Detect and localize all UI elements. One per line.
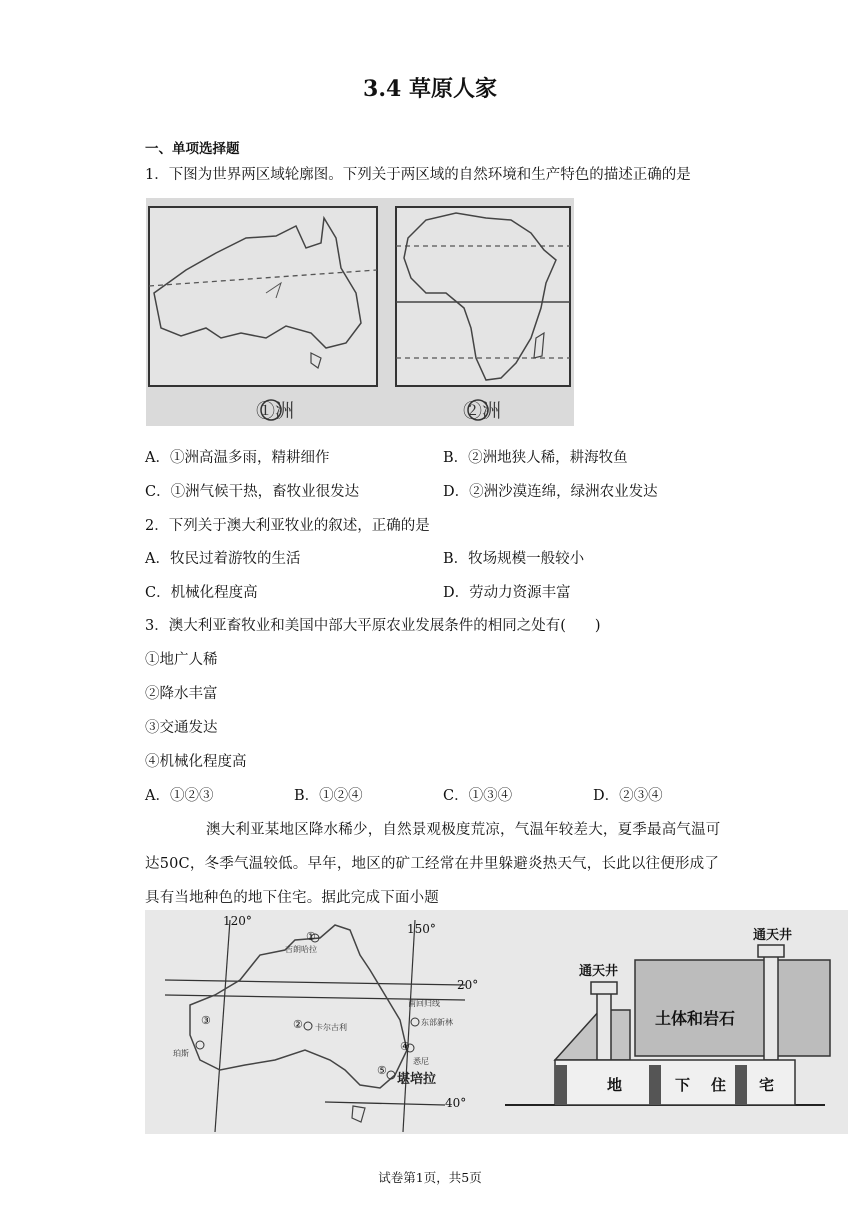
question-3-item: ②降水丰富	[145, 686, 218, 702]
house-label-char: 宅	[759, 1076, 775, 1094]
question-3-option-b: B．①②④	[294, 788, 363, 804]
question-1-stem: 1．下图为世界两区域轮廓图。下列关于两区域的自然环境和生产特色的描述正确的是	[145, 167, 691, 183]
question-2-option-d: D．劳动力资源丰富	[443, 585, 571, 601]
map-site-marker: ③	[201, 1014, 211, 1027]
question-3-option-a: A．①②③	[145, 788, 214, 804]
map-site-marker: ②	[293, 1018, 303, 1031]
figure-label-continent-1: ①洲	[256, 400, 295, 422]
passage-line: 澳大利亚某地区降水稀少，自然景观极度荒凉，气温年较差大，夏季最高气温可	[206, 822, 721, 838]
passage-line: 具有当地种色的地下住宅。据此完成下面小题	[145, 890, 439, 906]
question-1-option-b: B．②洲地狭人稀，耕海牧鱼	[443, 450, 628, 466]
house-label-char: 下	[675, 1076, 691, 1094]
vent-shaft-label: 通天井	[579, 964, 619, 979]
map-city-label: 吉朗哈拉	[285, 945, 317, 954]
house-label-char: 住	[711, 1076, 727, 1094]
page-title: 3.4 草原人家	[363, 76, 497, 102]
question-2-option-a: A．牧民过着游牧的生活	[145, 551, 301, 567]
map-city-label: 卡尔古利	[315, 1023, 347, 1032]
question-3-item: ④机械化程度高	[145, 754, 247, 770]
question-2-option-b: B．牧场规模一般较小	[443, 551, 585, 567]
question-3-stem: 3．澳大利亚畜牧业和美国中部大平原农业发展条件的相同之处有( )	[145, 618, 601, 634]
map-city-label: 悉尼	[413, 1057, 429, 1066]
map-site-marker: ⑤	[377, 1064, 387, 1077]
australia-map-svg	[145, 910, 848, 1134]
vent-shaft-label: 通天井	[753, 928, 793, 943]
page-footer: 试卷第1页，共5页	[378, 1170, 482, 1185]
soil-rock-label: 土体和岩石	[655, 1009, 736, 1028]
question-3-option-c: C．①③④	[443, 788, 513, 804]
question-3-item: ①地广人稀	[145, 652, 218, 668]
house-label-char: 地	[607, 1076, 623, 1094]
map-latitude-label: 20°	[457, 978, 479, 992]
question-2-stem: 2．下列关于澳大利亚牧业的叙述，正确的是	[145, 518, 430, 534]
question-3-item: ③交通发达	[145, 720, 218, 736]
map-city-label: 珀斯	[173, 1049, 189, 1058]
map-latitude-label: 40°	[445, 1096, 467, 1110]
map-tropic-label: 南回归线	[408, 999, 440, 1008]
australia-map-house-figure	[145, 910, 848, 1134]
map-longitude-label: 120°	[223, 914, 252, 928]
figure-label-continent-2: ②洲	[463, 400, 502, 422]
continent-outline-figure	[146, 198, 574, 426]
map-site-marker: ①	[306, 930, 316, 943]
map-city-label: 堪培拉	[397, 1072, 437, 1087]
question-1-option-a: A．①洲高温多雨，精耕细作	[145, 450, 330, 466]
question-2-option-c: C．机械化程度高	[145, 585, 258, 601]
question-1-option-d: D．②洲沙漠连绵，绿洲农业发达	[443, 484, 658, 500]
passage-line: 达50C，冬季气温较低。早年，地区的矿工经常在井里躲避炎热天气，长此以往便形成了	[145, 856, 720, 872]
map-city-label: 东部新林	[421, 1018, 453, 1027]
map-site-marker: ④	[400, 1040, 410, 1053]
question-3-option-d: D．②③④	[593, 788, 663, 804]
question-1-option-c: C．①洲气候干热，畜牧业很发达	[145, 484, 360, 500]
continent-outline-svg	[146, 198, 574, 426]
map-longitude-label: 150°	[407, 922, 436, 936]
section-heading: 一、单项选择题	[145, 141, 240, 157]
